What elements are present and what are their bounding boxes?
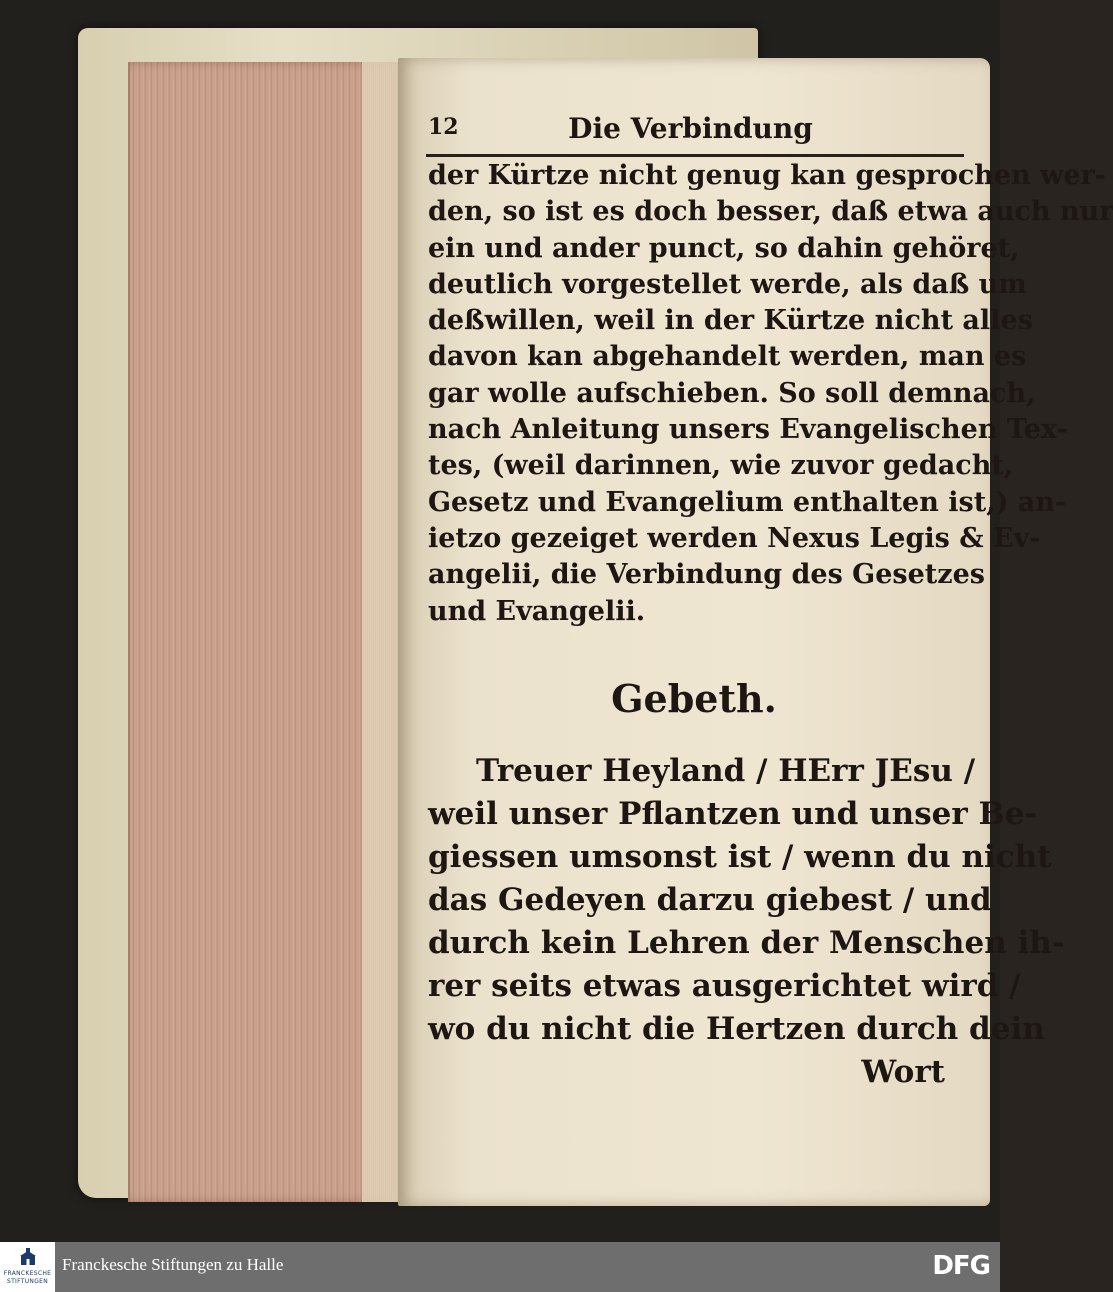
prayer-line: Treuer Heyland / HErr JEsu / xyxy=(476,753,976,789)
text-line: gar wolle aufschieben. So soll demnach, xyxy=(428,377,1036,409)
text-line: angelii, die Verbindung des Gesetzes xyxy=(428,559,985,591)
running-head xyxy=(428,110,953,150)
dfg-logo[interactable]: DFG xyxy=(932,1251,990,1281)
text-line: und Evangelii. xyxy=(428,595,646,627)
institution-name: Franckesche Stiftungen zu Halle xyxy=(62,1255,284,1274)
body-text xyxy=(428,158,1113,630)
text-line: ein und ander punct, so dahin gehöret, xyxy=(428,232,1020,264)
prayer-line: giessen umsonst ist / wenn du nicht xyxy=(428,839,1052,875)
catchword: Wort xyxy=(861,1054,945,1090)
prayer-text xyxy=(428,750,1065,1094)
logo-text: FRANCKESCHE xyxy=(3,1270,52,1277)
prayer-line: das Gedeyen darzu giebest / und xyxy=(428,882,992,918)
text-line: tes, (weil darinnen, wie zuvor gedacht, xyxy=(428,450,1014,482)
text-line: nach Anleitung unsers Evangelischen Tex- xyxy=(428,414,1068,446)
prayer-line: durch kein Lehren der Menschen ih- xyxy=(428,925,1065,961)
text-line: deutlich vorgestellet werde, als daß um xyxy=(428,268,1027,300)
header-rule xyxy=(426,154,964,157)
footer-bar xyxy=(0,1242,1000,1292)
prayer-line: rer seits etwas ausgerichtet wird / xyxy=(428,968,1021,1004)
logo-text: STIFTUNGEN xyxy=(6,1278,49,1285)
prayer-heading: Gebeth. xyxy=(611,676,777,721)
header-title: Die Verbindung xyxy=(568,112,813,145)
prayer-line: weil unser Pflantzen und unser Be- xyxy=(428,796,1038,832)
page-number: 12 xyxy=(428,114,459,140)
book-page xyxy=(398,58,1113,1206)
text-line: davon kan abgehandelt werden, man es xyxy=(428,341,1027,373)
building-icon xyxy=(18,1248,38,1266)
prayer-line: wo du nicht die Hertzen durch dein xyxy=(428,1011,1045,1047)
text-line: Gesetz und Evangelium enthalten ist,) an- xyxy=(428,486,1067,518)
text-line: den, so ist es doch besser, daß etwa auch nur xyxy=(428,196,1113,228)
text-line: der Kürtze nicht genug kan gesprochen wer- xyxy=(428,160,1106,191)
text-line: deßwillen, weil in der Kürtze nicht alles xyxy=(428,305,1033,337)
text-line: ietzo gezeiget werden Nexus Legis & Ev- xyxy=(428,522,1041,554)
page-edges xyxy=(128,62,402,1202)
institution-logo[interactable] xyxy=(0,1242,55,1292)
